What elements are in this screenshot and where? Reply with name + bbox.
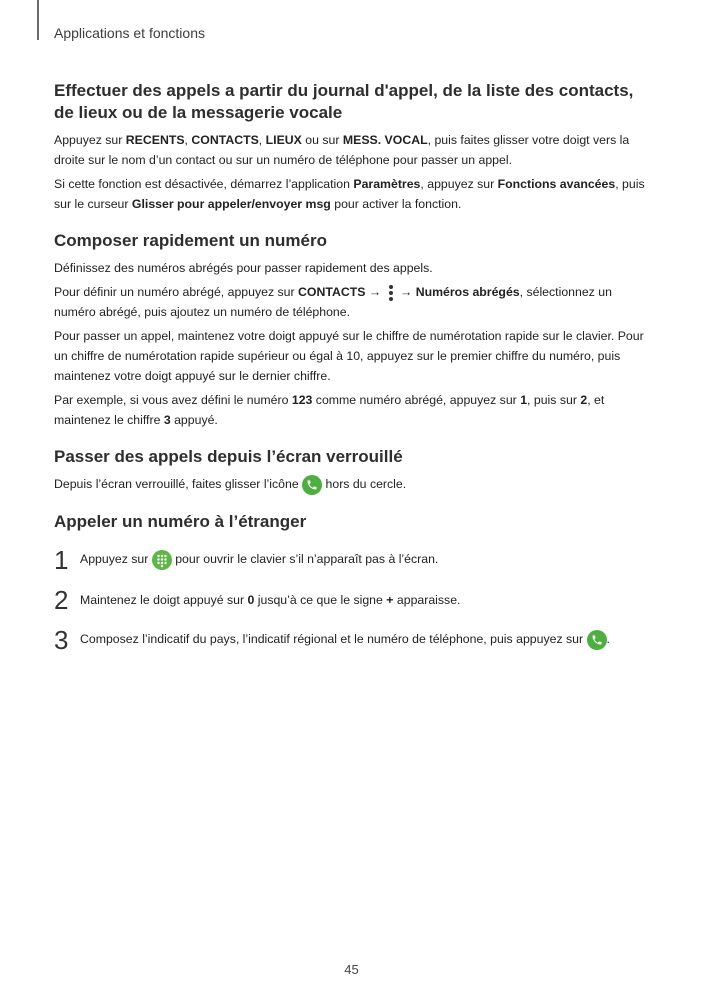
page-content (54, 80, 648, 667)
step-item (54, 544, 648, 575)
section-call-from-log (54, 80, 648, 214)
more-options-icon (387, 284, 395, 302)
step-number: 2 (54, 584, 69, 615)
header-rule (37, 0, 39, 40)
step-number: 3 (54, 624, 69, 655)
step-text: Appuyez sur pour ouvrir le clavier s’il n’apparaît pas à l’écran. (80, 549, 438, 570)
section-heading: Composer rapidement un numéro (54, 231, 327, 250)
phone-call-icon (587, 630, 607, 650)
page-number: 45 (344, 962, 359, 977)
page-header: Applications et fonctions (54, 25, 205, 41)
dialpad-icon (152, 550, 172, 570)
section-heading: Effectuer des appels a partir du journal d'appel, de la liste des contacts, de lieux ou de la messagerie vocale (54, 81, 634, 122)
section-international-call (54, 511, 648, 653)
paragraph: Définissez des numéros abrégés pour passer rapidement des appels. (54, 261, 433, 275)
step-item (54, 624, 648, 655)
step-text: Composez l’indicatif du pays, l’indicatif régional et le numéro de téléphone, puis appuyez sur . (80, 629, 610, 650)
step-item (54, 584, 648, 615)
paragraph: Pour définir un numéro abrégé, appuyez sur CONTACTS → → Numéros abrégés, sélectionnez un numéro abrégé, puis ajoutez un numéro de téléphone. (54, 285, 612, 319)
steps-list (54, 544, 648, 655)
paragraph: Depuis l’écran verrouillé, faites glisser l’icône hors du cercle. (54, 474, 648, 495)
paragraph: Pour passer un appel, maintenez votre doigt appuyé sur le chiffre de numérotation rapide sur le clavier. Pour un chiffre de numérotation rapide supérieur ou égal à 10, appuyez sur le premier chiffre du numéro, puis maintenez votre doigt appuyé sur le dernier chiffre. (54, 329, 644, 383)
paragraph: Appuyez sur RECENTS, CONTACTS, LIEUX ou sur MESS. VOCAL, puis faites glisser votre doigt vers la droite sur le nom d’un contact ou sur un numéro de téléphone pour passer un appel. (54, 133, 630, 167)
step-text: Maintenez le doigt appuyé sur 0 jusqu’à ce que le signe + apparaisse. (80, 592, 461, 607)
paragraph: Par exemple, si vous avez défini le numéro 123 comme numéro abrégé, appuyez sur 1, puis sur 2, et maintenez le chiffre 3 appuyé. (54, 393, 605, 427)
phone-call-icon (302, 475, 322, 495)
step-number: 1 (54, 544, 69, 575)
paragraph: Si cette fonction est désactivée, démarrez l’application Paramètres, appuyez sur Fonctions avancées, puis sur le curseur Glisser pour appeler/envoyer msg pour activer la fonction. (54, 177, 645, 211)
section-speed-dial (54, 230, 648, 430)
section-lock-screen-call (54, 446, 648, 495)
section-heading: Passer des appels depuis l’écran verrouillé (54, 447, 403, 466)
section-heading: Appeler un numéro à l’étranger (54, 511, 307, 531)
